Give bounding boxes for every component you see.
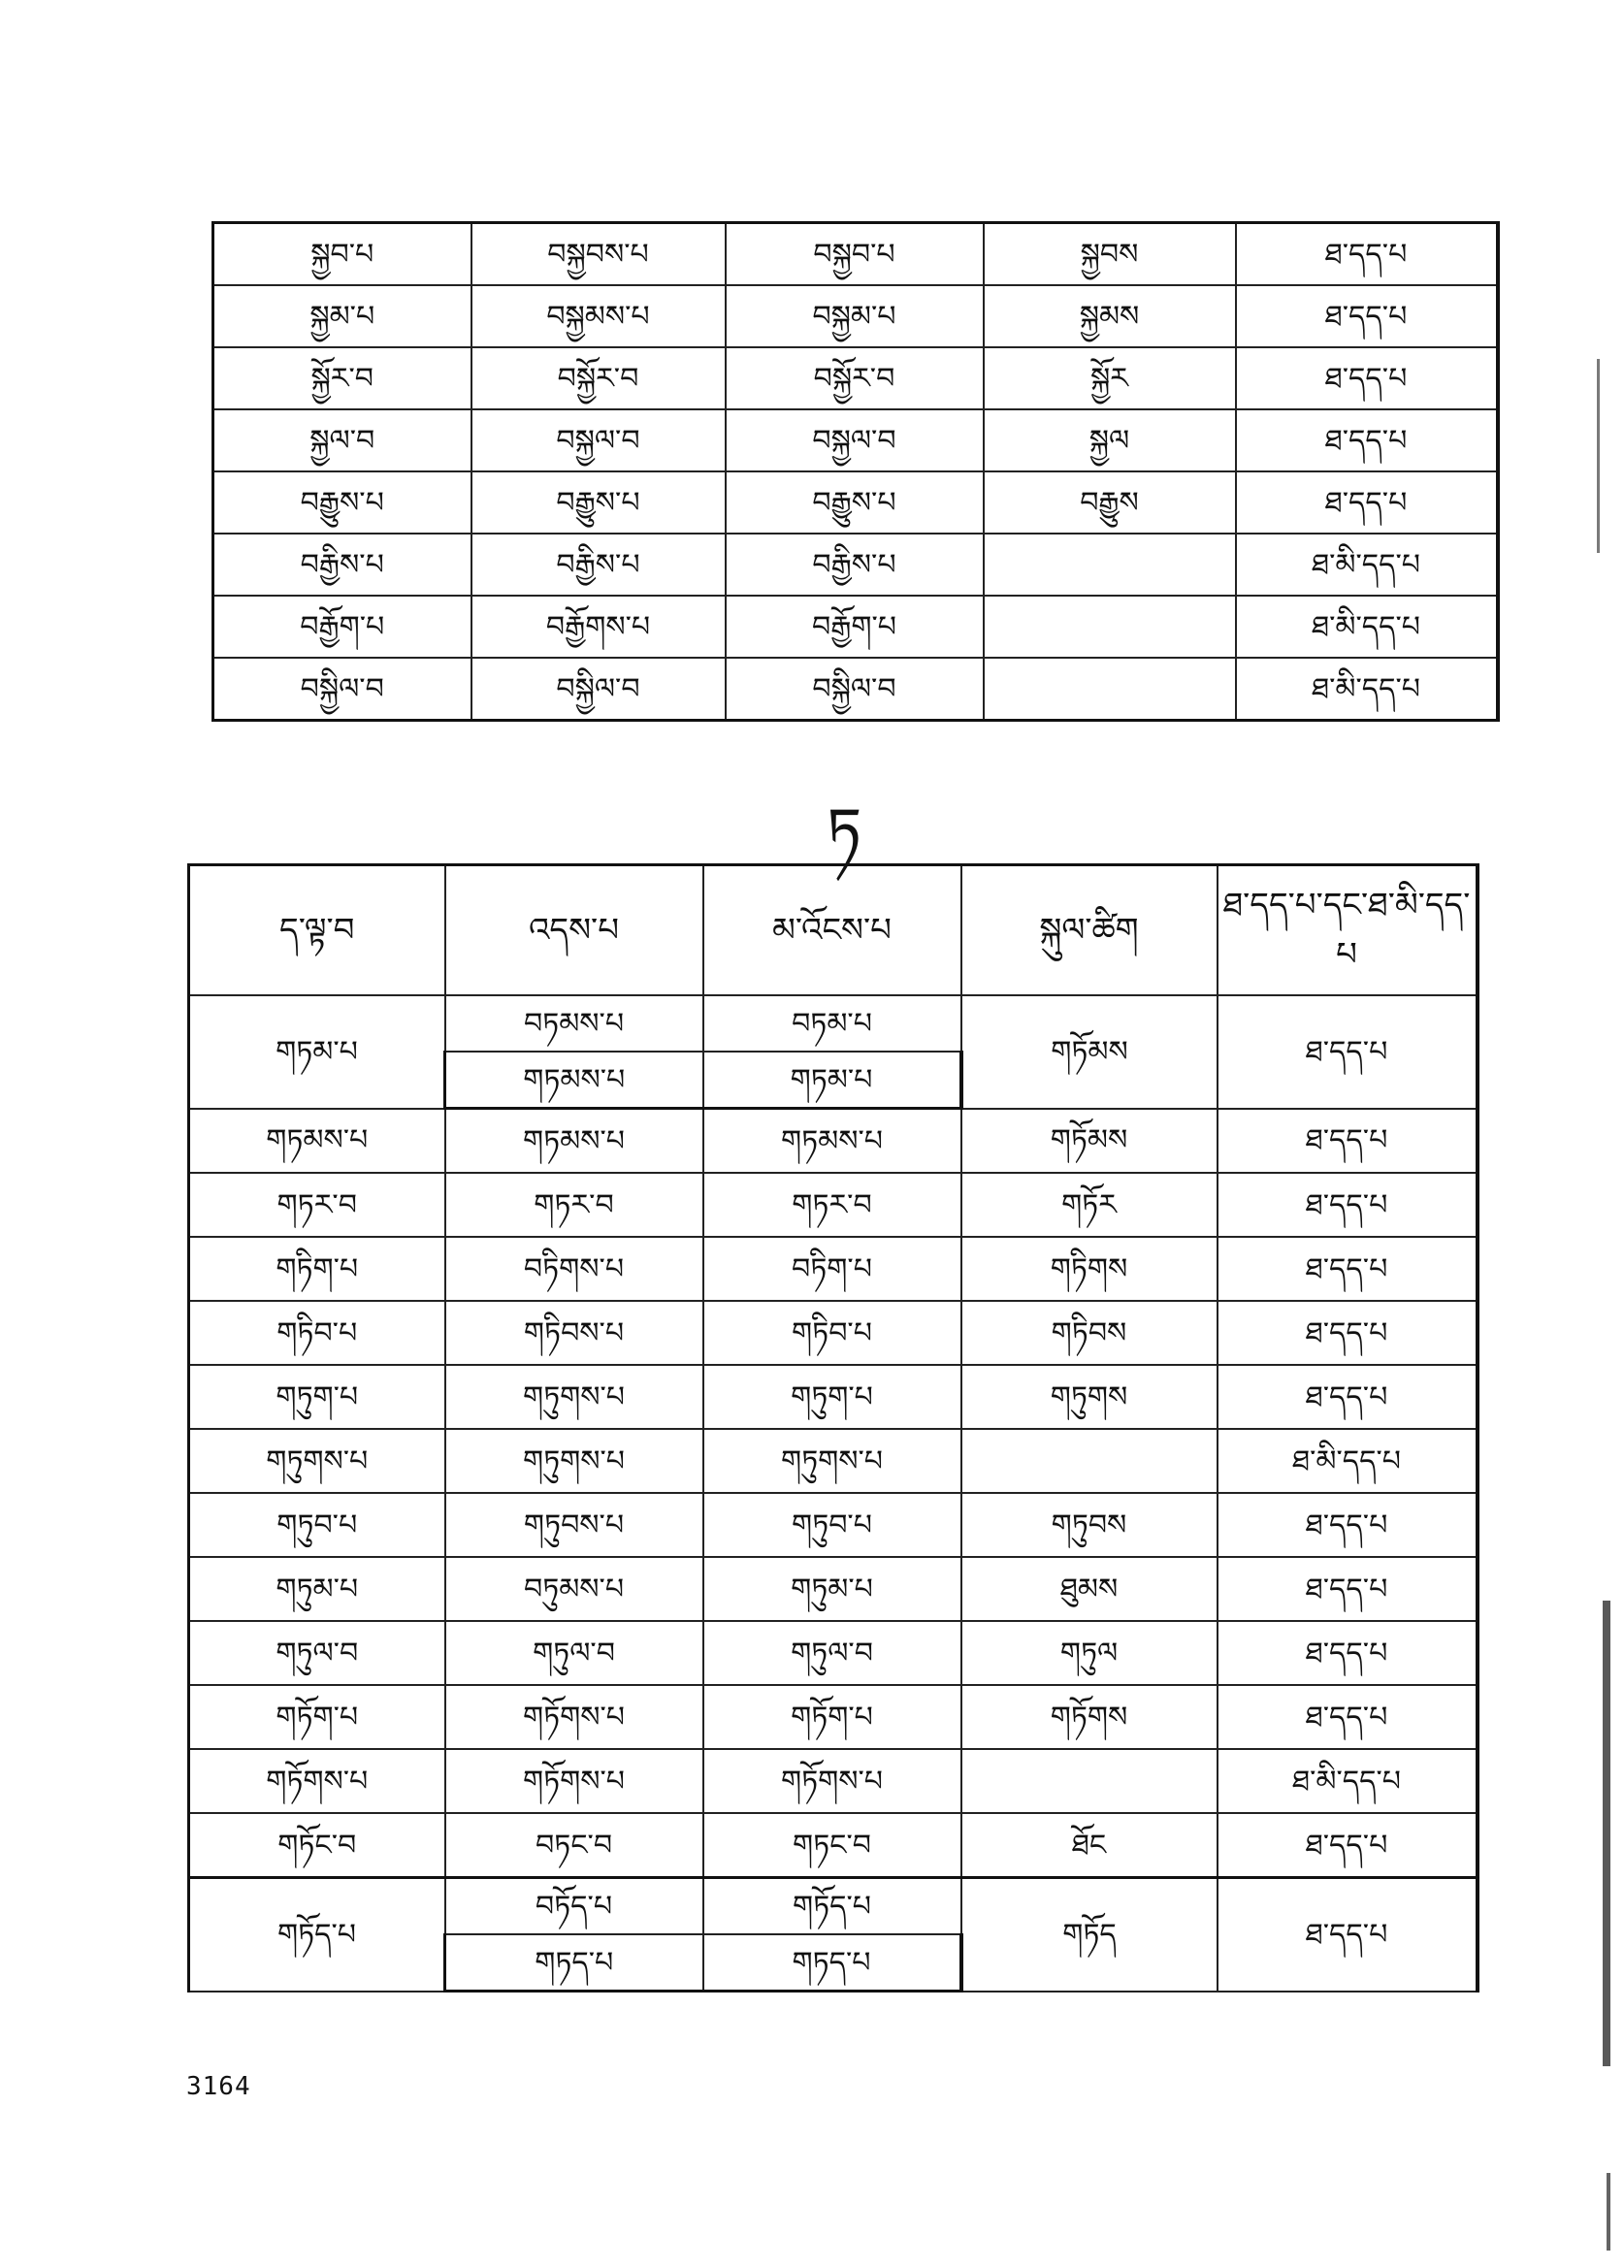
cell: གཏོམས [961,1109,1218,1174]
scan-edge-mark [1597,359,1600,553]
cell: གཏུག་པ [189,1365,445,1429]
table-row [189,1621,1478,1685]
table-row [189,1237,1478,1301]
cell: བསྐྱིལ་བ [471,658,726,721]
cell: གཏམ་པ [703,1052,961,1109]
cell: གཏིབས་པ [445,1301,703,1365]
cell: གཏུལ་བ [189,1621,445,1685]
cell: ཐ་དད་པ [1218,1621,1478,1685]
cell: གཏུགས་པ [445,1365,703,1429]
page-number: 3164 [186,2072,251,2101]
cell: བརྒྱིས་པ [213,534,471,596]
table-row [189,1685,1478,1749]
cell: གཏིག་པ [189,1237,445,1301]
cell: བརྒྱིས་པ [726,534,984,596]
cell: བརྒྱོག་པ [213,596,471,658]
cell: ཐ་དད་པ [1218,1493,1478,1557]
cell: གཏོད [961,1878,1218,1992]
cell: གཏོགས་པ [445,1749,703,1813]
cell: གཏུབས་པ [445,1493,703,1557]
cell: སྐྱལ་བ [213,409,471,471]
cell: བརྒྱིས་པ [471,534,726,596]
cell: གཏུལ [961,1621,1218,1685]
cell: ཐ་མི་དད་པ [1236,596,1498,658]
cell: གཏོད་པ [189,1878,445,1992]
cell: གཏུབ་པ [703,1493,961,1557]
table-row [213,534,1498,596]
cell: བཏུམས་པ [445,1557,703,1621]
cell: གཏོག་པ [189,1685,445,1749]
table-row [189,1557,1478,1621]
cell: གཏོགས་པ [445,1685,703,1749]
cell: ཐ་དད་པ [1236,347,1498,409]
table-row [189,1109,1478,1174]
cell [961,1749,1218,1813]
cell: བསྐྱོར་བ [726,347,984,409]
header-present: ད་ལྟ་བ [189,865,445,996]
table-row [213,471,1498,534]
table-row [213,409,1498,471]
cell: ཐ་དད་པ [1218,1173,1478,1237]
cell: ཐ་མི་དད་པ [1218,1749,1478,1813]
cell: ཐ་དད་པ [1236,409,1498,471]
table-row [213,223,1498,286]
cell: བཏིགས་པ [445,1237,703,1301]
cell: བསྐྱལ་བ [726,409,984,471]
cell: གཏད་པ [445,1934,703,1992]
cell: སྐྱབས [984,223,1236,286]
cell: བཏོད་པ [445,1878,703,1935]
cell: བསྐྱམས་པ [471,285,726,347]
cell: ཐ་མི་དད་པ [1236,658,1498,721]
cell [984,596,1236,658]
cell: གཏོམས [961,995,1218,1109]
cell: བསྐྱིལ་བ [726,658,984,721]
table-row [213,285,1498,347]
cell: གཏོགས་པ [703,1749,961,1813]
scan-edge-mark [1607,2173,1610,2251]
table-row [213,347,1498,409]
cell: གཏམ་པ [189,995,445,1109]
verb-table-top [211,221,1500,722]
cell: གཏུལ་བ [703,1621,961,1685]
cell: བརྒྱུས་པ [213,471,471,534]
cell: སྐྱམས [984,285,1236,347]
cell: བཏམས་པ [445,995,703,1052]
cell: གཏར་བ [189,1173,445,1237]
cell: བཏམ་པ [703,995,961,1052]
cell: ཐ་དད་པ [1236,471,1498,534]
cell: གཏུགས [961,1365,1218,1429]
cell: གཏར་བ [703,1173,961,1237]
table-row [189,1749,1478,1813]
cell: གཏམས་པ [445,1052,703,1109]
cell: གཏམས་པ [445,1109,703,1174]
cell: གཏུམ་པ [189,1557,445,1621]
cell: གཏོད་པ [703,1878,961,1935]
cell: སྐྱོར་བ [213,347,471,409]
cell: སྐྱམ་པ [213,285,471,347]
cell: གཏད་པ [703,1934,961,1992]
table-row [189,1878,1478,1935]
cell: བཏང་བ [445,1813,703,1878]
cell: ཐ་དད་པ [1218,1109,1478,1174]
cell: གཏུབ་པ [189,1493,445,1557]
cell: བརྒྱུས [984,471,1236,534]
cell [961,1429,1218,1493]
cell: གཏུག་པ [703,1365,961,1429]
cell: སྐྱལ [984,409,1236,471]
cell: གཏིབ་པ [189,1301,445,1365]
cell: གཏར་བ [445,1173,703,1237]
cell: བསྐྱམ་པ [726,285,984,347]
cell: ཐ་དད་པ [1218,1237,1478,1301]
cell: གཏིབ་པ [703,1301,961,1365]
cell: གཏོགས [961,1685,1218,1749]
cell: གཏུལ་བ [445,1621,703,1685]
cell: ཐ་དད་པ [1218,1557,1478,1621]
cell: བརྒྱོག་པ [726,596,984,658]
header-row [189,865,1478,996]
cell: གཏིགས [961,1237,1218,1301]
cell: ཐ་མི་དད་པ [1218,1429,1478,1493]
cell: གཏོང་བ [189,1813,445,1878]
cell: བཏིག་པ [703,1237,961,1301]
cell: བརྒྱུས་པ [471,471,726,534]
cell: གཏུགས་པ [445,1429,703,1493]
header-imperative: སྐུལ་ཚིག [961,865,1218,996]
cell: གཏོགས་པ [189,1749,445,1813]
table-row [189,1301,1478,1365]
cell: སྐྱབ་པ [213,223,471,286]
cell: བསྐྱབ་པ [726,223,984,286]
cell: གཏུགས་པ [189,1429,445,1493]
cell: ཐུམས [961,1557,1218,1621]
cell: གཏོར [961,1173,1218,1237]
cell: གཏུགས་པ [703,1429,961,1493]
table-row [189,1173,1478,1237]
table-row [189,1813,1478,1878]
cell: ཐོང [961,1813,1218,1878]
cell: བསྐྱབས་པ [471,223,726,286]
cell: ཐ་དད་པ [1218,1813,1478,1878]
table-row [189,995,1478,1052]
cell: ཐ་དད་པ [1236,223,1498,286]
table-row [213,596,1498,658]
cell: ཐ་དད་པ [1218,1878,1478,1992]
table-row [189,1493,1478,1557]
cell: གཏང་བ [703,1813,961,1878]
header-past: འདས་པ [445,865,703,996]
cell: གཏུབས [961,1493,1218,1557]
cell: ཐ་དད་པ [1218,1685,1478,1749]
scan-edge-mark [1603,1601,1610,2066]
cell: བསྐྱིལ་བ [213,658,471,721]
table-row [189,1429,1478,1493]
header-future: མ་འོངས་པ [703,865,961,996]
cell: བརྒྱོགས་པ [471,596,726,658]
table-row [189,1365,1478,1429]
header-transitivity: ཐ་དད་པ་དང་ཐ་མི་དད་པ [1218,865,1478,996]
cell: བསྐྱལ་བ [471,409,726,471]
cell: གཏམས་པ [189,1109,445,1174]
table-row [213,658,1498,721]
cell: བརྒྱུས་པ [726,471,984,534]
cell: ཐ་དད་པ [1218,1301,1478,1365]
cell: ཐ་དད་པ [1236,285,1498,347]
cell: གཏུམ་པ [703,1557,961,1621]
cell: སྐྱོར [984,347,1236,409]
cell: ཐ་དད་པ [1218,1365,1478,1429]
cell: བསྐྱོར་བ [471,347,726,409]
cell [984,534,1236,596]
cell: གཏོག་པ [703,1685,961,1749]
cell: ཐ་དད་པ [1218,995,1478,1109]
cell: གཏམས་པ [703,1109,961,1174]
cell [984,658,1236,721]
section-mark: ཏ [826,795,862,867]
verb-table-bottom [187,863,1479,1993]
cell: གཏིབས [961,1301,1218,1365]
cell: ཐ་མི་དད་པ [1236,534,1498,596]
